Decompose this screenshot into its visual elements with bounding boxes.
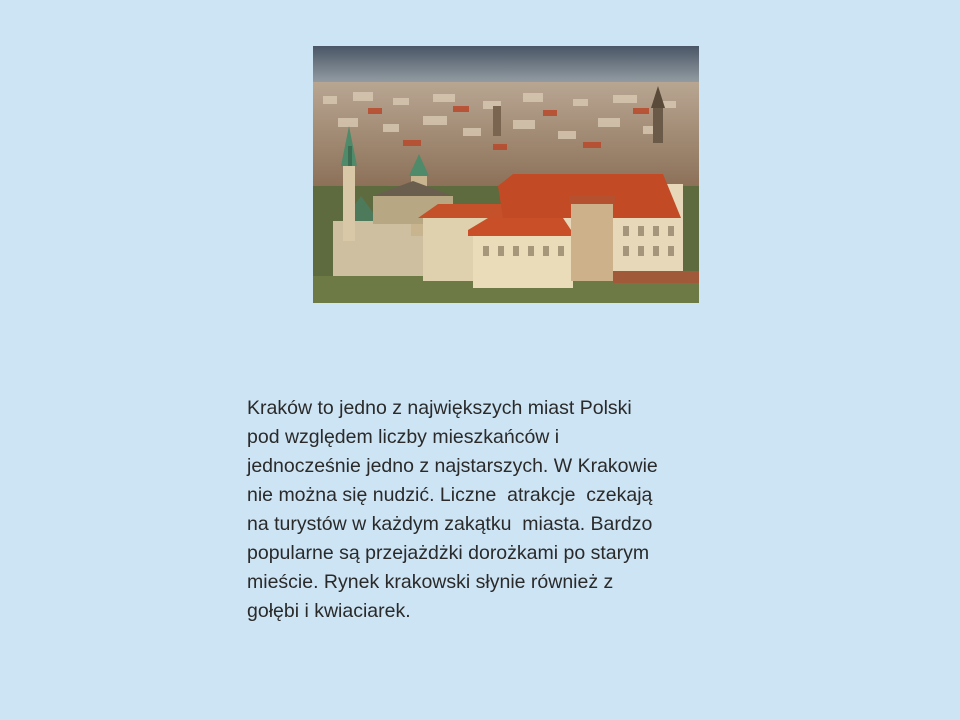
paragraph-line-5: na turystów w każdym zakątku miasta. Bardzo [247,513,653,535]
description-paragraph [247,394,717,626]
paragraph-line-8: gołębi i kwiaciarek. [247,600,411,622]
paragraph-line-4: nie można się nudzić. Liczne atrakcje czekają [247,484,653,506]
paragraph-line-7: mieście. Rynek krakowski słynie również z [247,571,614,593]
paragraph-line-2: pod względem liczby mieszkańców i [247,426,560,448]
paragraph-line-1: Kraków to jedno z największych miast Polski [247,397,632,419]
wawel-castle-photo [313,46,699,303]
paragraph-line-3: jednocześnie jedno z najstarszych. W Krakowie [247,455,658,477]
paragraph-line-6: popularne są przejażdżki dorożkami po starym [247,542,650,564]
